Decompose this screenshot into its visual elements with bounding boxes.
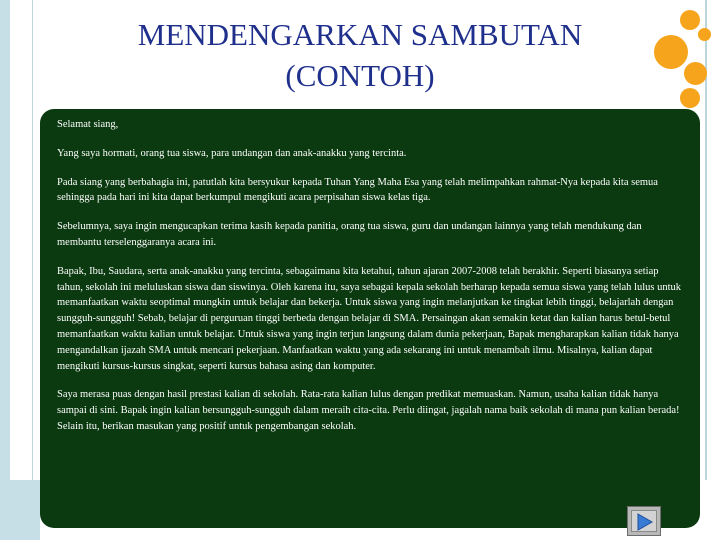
play-triangle-icon — [634, 512, 656, 532]
decor-circle-2 — [698, 28, 711, 41]
speech-content-box — [40, 109, 700, 528]
left-decor-block — [0, 480, 40, 540]
paragraph-gratitude: Pada siang yang berbahagia ini, patutlah kita bersyukur kepada Tuhan Yang Maha Esa yang telah melimpahkan rahmat-Nya kepada kita semua sehingga pada hari ini kita dapat berkumpul mengikuti acara perpisahan siswa kelas tiga. — [57, 176, 658, 204]
slide-title-line-1: MENDENGARKAN SAMBUTAN — [137, 17, 583, 52]
decor-circle-4 — [684, 62, 707, 85]
slide-title-line-2: (CONTOH) — [285, 58, 435, 93]
slide-title — [60, 14, 660, 96]
next-slide-button[interactable] — [627, 506, 661, 536]
left-decor-bar — [0, 0, 10, 540]
left-decor-panel — [10, 0, 33, 480]
paragraph-greeting: Selamat siang, — [57, 119, 119, 130]
paragraph-closing: Saya merasa puas dengan hasil prestasi kalian di sekolah. Rata-rata kalian lulus dengan predikat memuaskan. Namun, usaha kalian tidak hanya sampai di sini. Bapak ingin kalian bersungguh-sungguh dalam meraih cita-cita. Perlu diingat, jagalah nama baik sekolah di mana pun kalian berada! Selain itu, berikan masukan yang positif untuk pengembangan sekolah. — [57, 389, 680, 432]
paragraph-thanks: Sebelumnya, saya ingin mengucapkan terima kasih kepada panitia, orang tua siswa, guru dan undangan lainnya yang telah mendukung dan membantu terselenggaranya acara ini. — [57, 221, 642, 248]
decor-circle-1 — [680, 10, 700, 30]
paragraph-salutation: Yang saya hormati, orang tua siswa, para undangan dan anak-anakku yang tercinta. — [57, 147, 407, 159]
paragraph-advice: Bapak, Ibu, Saudara, serta anak-anakku yang tercinta, sebagaimana kita ketahui, tahun ajaran 2007-2008 telah berakhir. Seperti biasanya setiap tahun, sekolah ini meluluskan siswa dan siswinya. Oleh karena itu, saya sebagai kepala sekolah berharap kepada semua siswa yang telah lulus untuk memanfaatkan waktu seoptimal mungkin untuk belajar dan bekerja. Untuk siswa yang ingin melanjutkan ke tingkat lebih tinggi, belajarlah dengan sungguh-sungguh! Sebab, belajar di perguruan tinggi berbeda dengan belajar di SMA. Persaingan akan semakin ketat dan kalian harus betul-betul memanfaatkan waktu kalian untuk belajar. Untuk siswa yang ingin terjun langsung dalam dunia pekerjaan, Bapak mengharapkan kalian tidak hanya mengandalkan ijazah SMA untuk mencari pekerjaan. Manfaatkan waktu yang ada sekarang ini untuk menambah ilmu. Misalnya, kalian dapat mengikuti kursus-kursus singkat, seperti kursus bahasa asing dan komputer. — [57, 265, 681, 372]
decor-circle-5 — [680, 88, 700, 108]
